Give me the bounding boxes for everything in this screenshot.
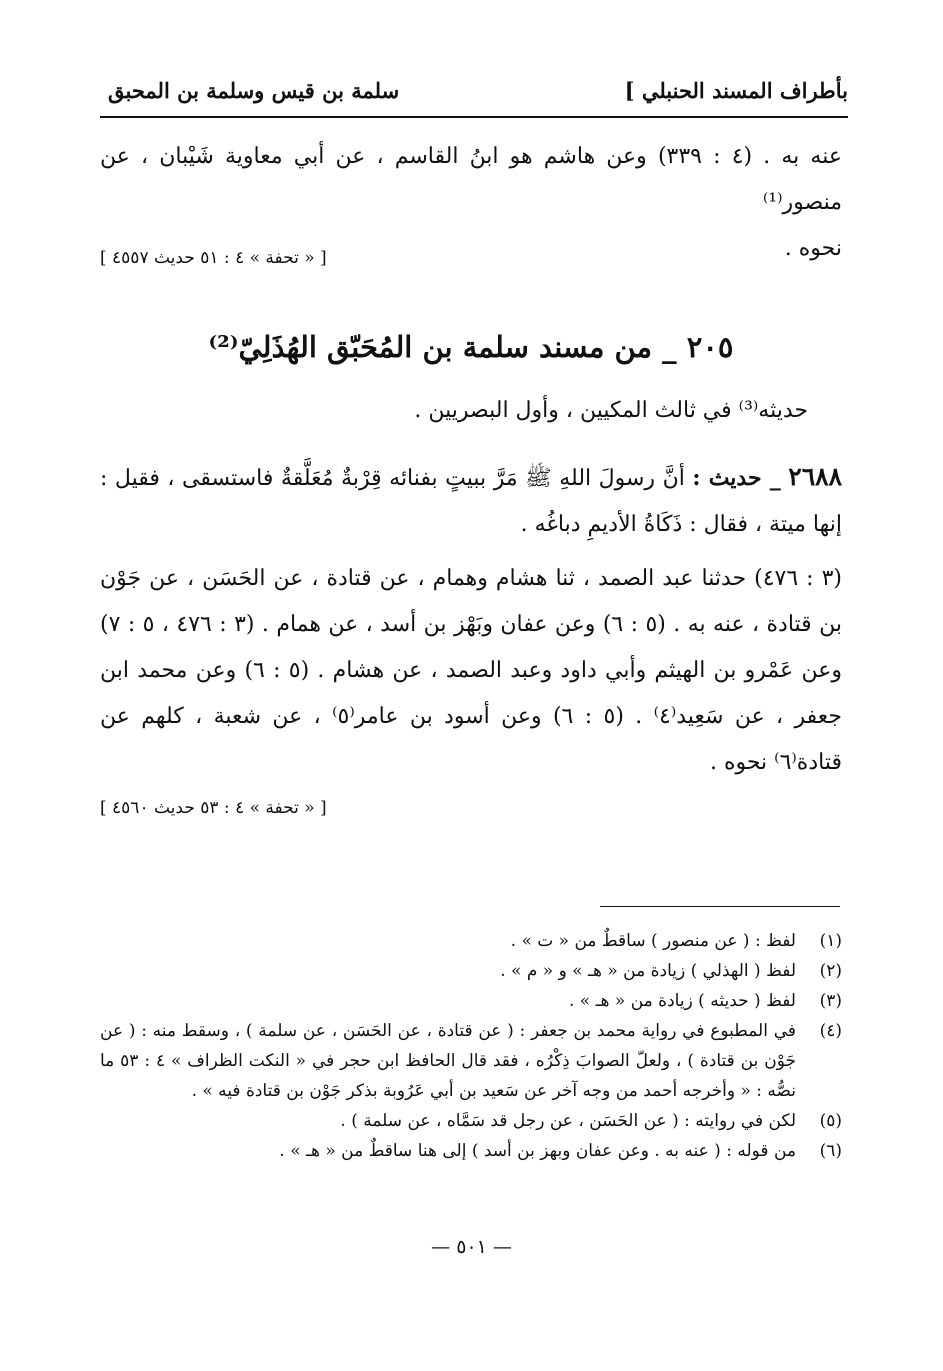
- footnote-text: لفظ ( الهذلي ) زيادة من « هـ » و « م » .: [500, 961, 796, 981]
- hadith-number: ٢٦٨٨: [788, 462, 843, 491]
- footnote-number: (١): [819, 931, 842, 951]
- tuhfa-reference-2: [ « تحفة » ٤ : ٥٣ حديث ٤٥٦٠ ]: [100, 798, 327, 818]
- book-title: بأطراف المسند الحنبلي ]: [624, 78, 848, 103]
- continuation-line-2: نحوه .: [784, 236, 842, 261]
- footnote-text: لفظ ( حديثه ) زيادة من « هـ » .: [568, 991, 796, 1011]
- intro-line: حديثه⁽³⁾ في ثالث المكيين ، وأول البصريين .: [414, 398, 808, 423]
- footnote-number: (٣): [819, 991, 842, 1011]
- hadith-text: أنَّ رسولَ اللهِ ﷺ مَرَّ ببيتٍ بفنائه قِرْبةٌ مُعَلَّقةٌ فاستسقى ، فقيل : إنها ميتة ، فقال : ذَكَاةُ الأديمِ دباغُه .: [100, 466, 842, 537]
- footnotes: [100, 926, 842, 1166]
- footnote-6: [100, 1136, 842, 1166]
- page-number: — ٥٠١ —: [431, 1236, 512, 1258]
- footnote-number: (٢): [819, 961, 842, 981]
- footnote-text: في المطبوع في رواية محمد بن جعفر : ( عن قتادة ، عن الحَسَن ، عن سلمة ) ، وسقط منه : ( عن جَوْن بن قتادة ) ، ولعلّ الصوابَ ذِكْرُه ، فقد قال الحافظ ابن حجر في « النكت الظراف » ٤ : ٥٣ ما نصُّه : « وأخرجه أحمد من وجه آخر عن سَعيد بن أبي عَرُوبة بذكر جَوْن بن قتادة فيه » .: [100, 1021, 796, 1101]
- footnote-2: [100, 956, 842, 986]
- section-title: ٢٠٥ _ من مسند سلمة بن المُحَبّق الهُذَلِيّ⁽²⁾: [208, 330, 734, 364]
- hadith-label: _ حديث :: [692, 465, 781, 491]
- footnote-number: (٥): [819, 1111, 842, 1131]
- footnote-separator: [600, 906, 840, 907]
- footnote-4: [100, 1016, 842, 1106]
- isnad-text: (٣ : ٤٧٦) حدثنا عبد الصمد ، ثنا هشام وهمام ، عن قتادة ، عن الحَسَن ، عن جَوْن بن قتادة ، عنه به . (٥ : ٦) وعن عفان وبَهْز بن أسد ، عن همام . (٣ : ٤٧٦ ، ٥ : ٧) وعن عَمْرو بن الهيثم وأبي داود وعبد الصمد ، عن هشام . (٥ : ٦) وعن محمد ابن جعفر ، عن سَعِيد⁽٤⁾ . (٥ : ٦) وعن أسود بن عامر⁽٥⁾ ، عن شعبة ، كلهم عن قتادة⁽٦⁾ نحوه .: [100, 566, 842, 775]
- hadith-paragraph: [100, 454, 842, 548]
- footnote-5: [100, 1106, 842, 1136]
- running-header: [100, 72, 848, 118]
- isnad-paragraph: [100, 556, 842, 786]
- footnote-1: [100, 926, 842, 956]
- footnote-text: لفظ : ( عن منصور ) ساقطٌ من « ت » .: [510, 931, 796, 951]
- footnote-number: (٤): [819, 1021, 842, 1041]
- footnote-text: من قوله : ( عنه به . وعن عفان وبهز بن أسد ) إلى هنا ساقطٌ من « هـ » .: [279, 1141, 796, 1161]
- footnote-3: [100, 986, 842, 1016]
- chapter-title: سلمة بن قيس وسلمة بن المحبق: [108, 78, 400, 103]
- tuhfa-reference-1: [ « تحفة » ٤ : ٥١ حديث ٤٥٥٧ ]: [100, 248, 327, 268]
- footnote-number: (٦): [819, 1141, 842, 1161]
- continuation-line-1: عنه به . (٤ : ٣٣٩) وعن هاشم هو ابنُ القاسم ، عن أبي معاوية شَيْبان ، عن منصور⁽¹⁾: [100, 144, 842, 215]
- footnote-text: لكن في روايته : ( عن الحَسَن ، عن رجل قد سَمَّاه ، عن سلمة ) .: [340, 1111, 796, 1131]
